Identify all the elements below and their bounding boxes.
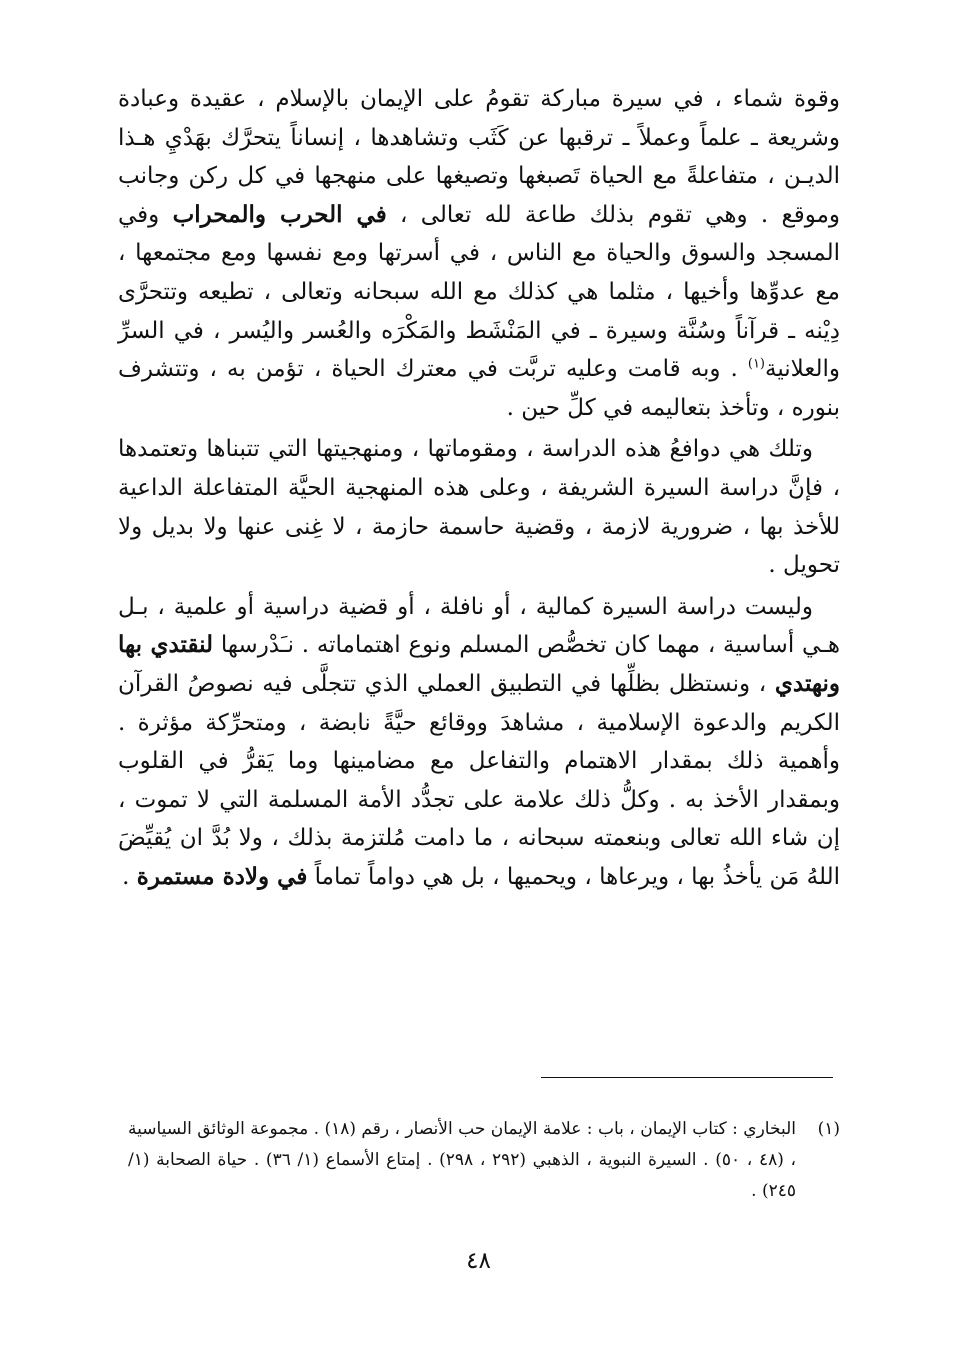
paragraph-2: وتلك هي دوافعُ هذه الدراسة ، ومقوماتها ، ومنهجيتها التي تتبناها وتعتمدها ، فإنَّ دراسة السيرة الشريفة ، وعلى هذه المنهجية الحيَّة المتفاعلة الداعية للأخذ بها ، ضرورية لازمة ، وقضية حاسمة حازمة ، لا غِنى عنها ولا بديل ولا تحويل . (118, 436, 840, 579)
body-text (118, 80, 840, 899)
footnotes (128, 1114, 840, 1207)
footnote-number: (١) (817, 1119, 840, 1139)
paragraph-3-text-b: ، ونستظل بظلِّها في التطبيق العملي الذي تتجلَّى فيه نصوصُ القرآن الكريم والدعوة الإسلامية ، مشاهدَ ووقائع حيَّةً نابضة ، ومتحرِّكة مؤثرة . وأهمية ذلك بمقدار الاهتمام والتفاعل مع مضامينها وما يَقرُّ في القلوب وبمقدار الأخذ به . وكلُّ ذلك علامة على تجدُّد الأمة المسلمة التي لا تموت ، إن شاء الله تعالى وبنعمته سبحانه ، ما دامت مُلتزمة بذلك ، ولا بُدَّ ان يُقيِّضَ اللهُ مَن يأخذُ بها ، ويرعاها ، ويحميها ، بل هي دواماً تماماً (118, 670, 840, 890)
paragraph-3-text-a: وليست دراسة السيرة كمالية ، أو نافلة ، أو قضية دراسية أو علمية ، بـل هـي أساسية ، مهما كان تخصُّص المسلم ونوع اهتماماته . نـَدْرسها (118, 593, 840, 659)
paragraph-3-text-c: . (122, 863, 137, 890)
footnote-text: البخاري : كتاب الإيمان ، باب : علامة الإيمان حب الأنصار ، رقم (١٨) . مجموعة الوثائق السياسية ، (٤٨ ، ٥٠) . السيرة النبوية ، الذهبي (٢٩٢ ، ٢٩٨) . إمتاع الأسماع (١/ ٣٦) . حياة الصحابة (١/ ٢٤٥) . (128, 1119, 796, 1201)
paragraph-1-text-b: وفي المسجد والسوق والحياة مع الناس ، في أسرتها ومع نفسها ومع مجتمعها ، مع عدوِّها وأخيها ، مثلما هي كذلك مع الله سبحانه وتعالى ، تطيعه وتتحرَّى دِيْنه ـ قرآناً وسُنَّة وسيرة ـ في المَنْشَط والمَكْرَه والعُسر واليُسر ، في السرِّ والعلانية (118, 201, 840, 383)
paragraph-1-bold-phrase: في الحرب والمحراب (172, 200, 387, 228)
paragraph-1-text-c: . وبه قامت وعليه تربَّت في معترك الحياة ، تؤمن به ، وتتشرف بنوره ، وتأخذ بتعاليمه في كلِّ حين . (118, 356, 840, 421)
footnote-separator (541, 1077, 833, 1078)
footnote-1 (128, 1114, 840, 1207)
paragraph-3-bold-ending: في ولادة مستمرة (136, 862, 308, 890)
paragraph-3-bold-phrase: لنقتدي بها ونهتدي (118, 631, 841, 697)
page-number: ٤٨ (466, 1248, 491, 1274)
footnote-reference[interactable]: (١) (747, 356, 765, 372)
paragraph-1 (118, 80, 840, 427)
paragraph-1-text-a: وقوة شماء ، في سيرة مباركة تقومُ على الإيمان بالإسلام ، عقيدة وعبادة وشريعة ـ علماً وعملاً ـ ترقبها عن كَثَب وتشاهدها ، إنساناً يتحرَّك بهَدْيِ هـذا الديـن ، متفاعلةً مع الحياة تَصبغها وتصيغها على منهجها في كل ركن وجانب وموقع . وهي تقوم بذلك طاعة لله تعالى ، (118, 86, 841, 228)
paragraph-3 (118, 588, 840, 897)
